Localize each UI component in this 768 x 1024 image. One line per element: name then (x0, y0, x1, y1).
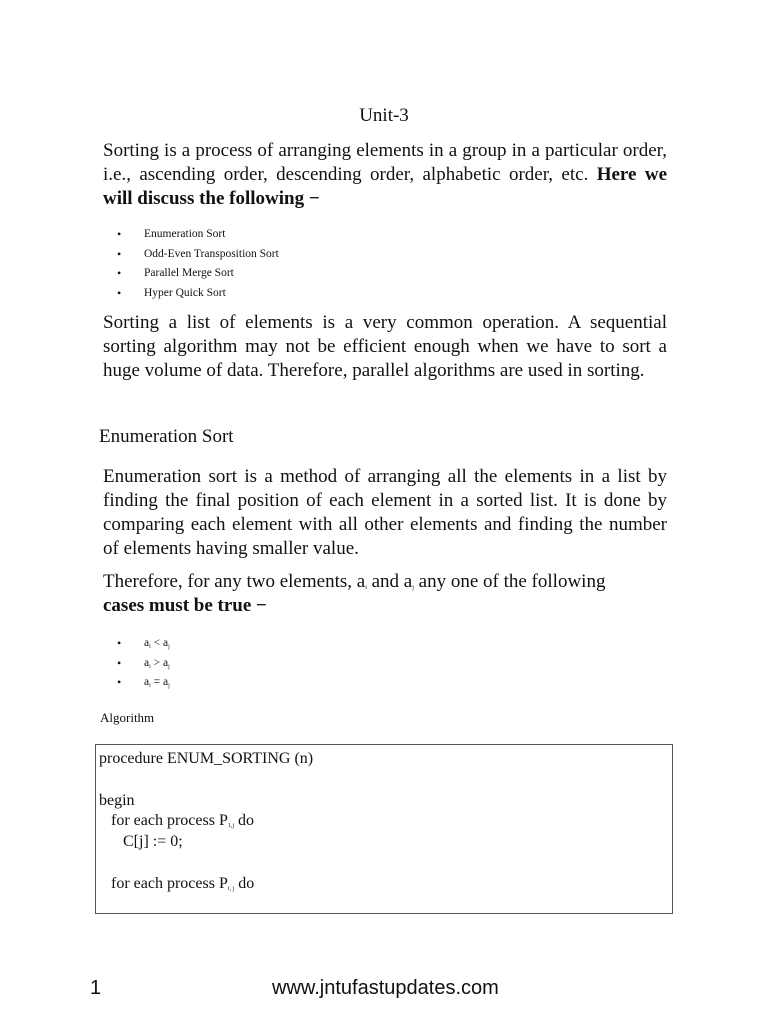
cases-prefix: Therefore, for any two elements, a (103, 571, 366, 592)
subscript-j: j (412, 585, 414, 591)
list-item: • $a_i = a_j$ (117, 673, 170, 693)
code-line: for each process $P_{i, j}$ do (99, 875, 255, 892)
algorithm-heading: Algorithm (100, 710, 155, 725)
code-line: procedure ENUM_SORTING (n) (99, 750, 314, 767)
enumeration-paragraph: Enumeration sort is a method of arranging all the elements in a list by finding the final position of each element in a sorted list. It is done by comparing each element with all other elements and finding the number of elements having smaller value. (103, 466, 667, 559)
list-item: • Odd-Even Transposition Sort (117, 245, 279, 265)
sorting-paragraph: Sorting a list of elements is a very common operation. A sequential sorting algorithm may not be efficient enough when we have to sort a huge volume of data. Therefore, parallel algorithms are used in sorting. (103, 312, 667, 381)
cases-middle: and a (366, 571, 413, 592)
code-line: begin (99, 792, 135, 809)
page-number: 1 (90, 977, 102, 999)
code-line: C[j] := 0; (99, 833, 183, 850)
list-item: • $a_i < a_j$ (117, 634, 170, 654)
list-item: • Enumeration Sort (117, 225, 279, 245)
cases-suffix: any one of the following (413, 571, 606, 592)
unit-title: Unit-3 (359, 105, 409, 126)
cases-paragraph (103, 570, 667, 618)
footer-url: www.jntufastupdates.com (272, 977, 499, 999)
list-item: • Hyper Quick Sort (117, 284, 279, 304)
intro-tail: Here we will discuss the following − (103, 164, 667, 209)
list-item: • Parallel Merge Sort (117, 264, 279, 284)
sort-list (117, 225, 279, 304)
enumeration-heading: Enumeration Sort (99, 426, 234, 447)
subscript-i: i (365, 585, 367, 591)
intro-text: Sorting is a process of arranging elements in a group in a particular order, i.e., ascending order, descending order, alphabetic order, etc. (103, 140, 667, 185)
cases-list (117, 634, 170, 693)
list-item: • $a_i > a_j$ (117, 654, 170, 674)
algorithm-code-box (95, 744, 673, 914)
intro-paragraph (103, 139, 667, 211)
code-line: for each process $P_{1,j}$ do (99, 812, 255, 829)
cases-tail: cases must be true − (103, 595, 267, 616)
